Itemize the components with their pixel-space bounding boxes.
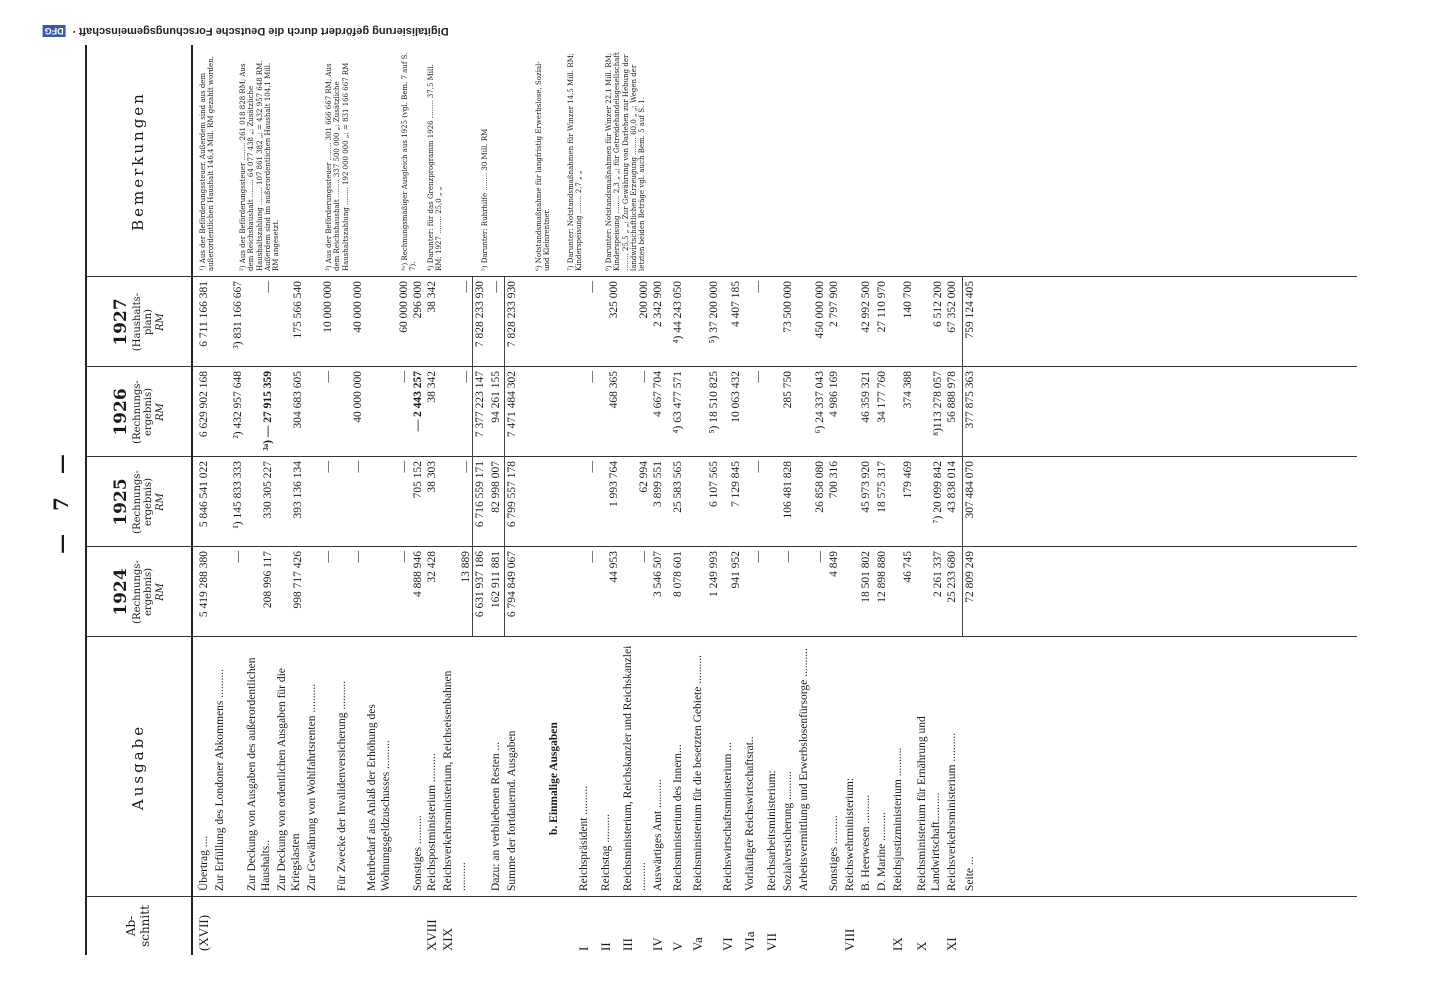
value-cell: 38 303 bbox=[426, 461, 438, 493]
value-cell: 140 700 bbox=[902, 281, 914, 319]
value-cell: 27 110 970 bbox=[876, 281, 888, 333]
row-label: Reichsministerium für Ernährung und Landwirtschaft.......... bbox=[916, 716, 942, 891]
value-cell: 6 711 166 381 bbox=[198, 281, 210, 347]
value-cell: 7 377 223 147 bbox=[474, 371, 486, 438]
value-cell: 82 998 007 bbox=[490, 461, 502, 513]
row-code: XIX bbox=[440, 927, 455, 951]
row-label: Arbeitsvermittlung und Erwerbslosenfürsorge .......... bbox=[798, 648, 810, 891]
row-label: Zur Deckung von ordentlichen Ausgaben für die Kriegslasten bbox=[276, 668, 302, 891]
value-cell: 705 152 bbox=[412, 461, 424, 499]
value-cell: 60 000 000 bbox=[398, 281, 410, 333]
row-label: Reichsministerium, Reichskanzler und Reichskanzlei .......... bbox=[622, 645, 648, 891]
value-cell: — bbox=[586, 281, 598, 293]
value-cell: 43 838 014 bbox=[946, 461, 958, 513]
column-divider bbox=[87, 546, 1357, 547]
value-cell: 450 000 000 bbox=[814, 281, 826, 339]
value-cell: 7 471 484 302 bbox=[506, 371, 518, 438]
value-cell: 374 388 bbox=[902, 371, 914, 409]
value-cell: 7 828 233 930 bbox=[474, 281, 486, 348]
value-cell: 393 136 134 bbox=[292, 461, 304, 519]
value-cell: ⁶) 24 337 043 bbox=[814, 371, 826, 434]
value-cell: ⁴) 44 243 050 bbox=[672, 281, 684, 344]
value-cell: — bbox=[586, 371, 598, 383]
watermark-text: Digitalisierung gefördert durch die Deutsche Forschungsgemeinschaft bbox=[78, 25, 449, 37]
row-label: Reichsjustizministerium .......... bbox=[892, 747, 904, 891]
value-cell: 10 063 432 bbox=[730, 371, 742, 423]
column-divider bbox=[87, 896, 1357, 897]
row-code: VIa bbox=[742, 931, 757, 951]
row-label: Reichspostministerium .......... bbox=[426, 753, 438, 891]
header-unit: RM bbox=[154, 313, 166, 331]
value-cell: 46 745 bbox=[902, 551, 914, 583]
digitization-watermark: Digitalisierung gefördert durch die Deutsche Forschungsgemeinschaft · DFG bbox=[45, 25, 449, 37]
row-label: Für Zwecke der Invalidenversicherung .......... bbox=[336, 680, 348, 891]
header-year-1925 bbox=[87, 457, 191, 547]
value-cell: — bbox=[460, 461, 472, 473]
value-cell: 6 794 849 067 bbox=[506, 551, 518, 618]
row-code: I bbox=[576, 946, 591, 951]
value-cell: — bbox=[752, 281, 764, 293]
value-cell: 6 107 565 bbox=[708, 461, 720, 507]
value-cell: — bbox=[262, 281, 274, 293]
header-year-1926 bbox=[87, 367, 191, 457]
value-cell: 45 973 920 bbox=[860, 461, 872, 513]
value-cell: 2 261 337 bbox=[932, 551, 944, 597]
row-code: VIII bbox=[842, 928, 857, 951]
row-label: Reichswehrministerium: bbox=[844, 777, 856, 891]
value-cell: 25 583 565 bbox=[672, 461, 684, 513]
row-code: II bbox=[598, 942, 613, 951]
value-cell: 1 249 993 bbox=[708, 551, 720, 597]
value-cell: 941 952 bbox=[730, 551, 742, 589]
row-label: Zur Erfüllung des Londoner Abkommens .......... bbox=[214, 669, 226, 891]
column-divider bbox=[87, 636, 1357, 637]
header-label-text: Ausgabe bbox=[129, 723, 148, 811]
value-cell: 162 911 881 bbox=[490, 551, 502, 609]
row-label: Seite ... bbox=[964, 856, 976, 891]
value-cell: 42 992 500 bbox=[860, 281, 872, 333]
value-cell: ³) 831 166 667 bbox=[232, 281, 244, 349]
header-code-text: Ab- schnitt bbox=[124, 905, 152, 947]
header-sub: (Haushalts- plan) bbox=[131, 292, 155, 352]
row-label: Reichsarbeitsministerium: bbox=[766, 770, 778, 891]
header-sub: (Rechnungs- ergebnis) bbox=[131, 470, 155, 534]
row-label: Vorläufiger Reichswirtschaftsrat.. bbox=[744, 736, 756, 891]
value-cell: — bbox=[322, 371, 334, 383]
value-cell: 307 484 070 bbox=[964, 461, 976, 519]
value-cell: 4 888 946 bbox=[412, 551, 424, 597]
remark-note: ⁷) Darunter: Notstandsmaßnahmen für Winzer 14,5 Mill. RM; Kinderspeisung ........ 2,7 „ „ bbox=[567, 52, 584, 271]
row-label: Übertrag .... bbox=[198, 835, 210, 891]
remark-note: ⁴) Darunter: für das Grenzprogramm 1926 ........ 37,5 Mill. RM; 1927 ........ 25,0 „ „ bbox=[427, 64, 444, 271]
row-code: (XVII) bbox=[196, 914, 211, 951]
remark-note: ⁸) Darunter: Notstandsmaßnahmen für Winzer 22,1 Mill. RM; Kinderspeisung ........ 2,3 „ „; für Getreidehandelsgesellschaft ........ 25,5 „ „; Zur Gewährung von Darlehen zur Hebung der landwirtschaftlichen Erzeugung ........ 60,0 „ „; Wegen der letzten beiden Beträge vgl. auch Bem. 5 auf S. 1. bbox=[605, 52, 647, 271]
value-cell: — bbox=[752, 551, 764, 563]
value-cell: 330 305 227 bbox=[262, 461, 274, 519]
value-cell: 208 996 117 bbox=[262, 551, 274, 609]
row-label: Sozialversicherung .......... bbox=[782, 771, 794, 891]
row-label: Sonstiges .......... bbox=[412, 815, 424, 891]
value-cell: 6 629 902 168 bbox=[198, 371, 210, 438]
value-cell: 2 797 900 bbox=[828, 281, 840, 327]
value-cell: 25 233 680 bbox=[946, 551, 958, 603]
value-cell: 4 849 bbox=[828, 551, 840, 577]
value-cell: ⁴) 63 477 571 bbox=[672, 371, 684, 434]
row-label: Reichspräsident .......... bbox=[578, 785, 590, 891]
row-code: V bbox=[670, 941, 685, 951]
value-cell: 4 407 185 bbox=[730, 281, 742, 327]
value-cell: 18 501 802 bbox=[860, 551, 872, 603]
value-cell: 200 000 bbox=[638, 281, 650, 319]
value-cell: 296 000 bbox=[412, 281, 424, 319]
value-cell: 377 875 363 bbox=[964, 371, 976, 429]
remark-note: ⁵) Darunter: Ruhrhilfe ........ 30 Mill. RM bbox=[481, 128, 489, 271]
value-cell: — bbox=[352, 551, 364, 563]
value-cell: 5 419 288 380 bbox=[198, 551, 210, 618]
header-year-1924 bbox=[87, 547, 191, 637]
row-code: Va bbox=[690, 937, 705, 951]
value-cell: 285 750 bbox=[782, 371, 794, 409]
value-cell: 72 809 249 bbox=[964, 551, 976, 603]
header-sub: (Rechnungs- ergebnis) bbox=[131, 380, 155, 444]
value-cell: 32 428 bbox=[426, 551, 438, 583]
row-code: VII bbox=[764, 932, 779, 951]
value-cell: ⁸)113 278 057 bbox=[932, 371, 944, 436]
value-cell: ³ᵃ) — 27 915 359 bbox=[262, 371, 274, 451]
row-label: B. Heerwesen .......... bbox=[860, 794, 872, 891]
row-label: Reichstag .......... bbox=[600, 814, 612, 891]
value-cell: — bbox=[782, 551, 794, 563]
value-cell: 26 858 080 bbox=[814, 461, 826, 513]
value-cell: — 2 443 257 bbox=[412, 371, 424, 432]
value-cell: 67 352 000 bbox=[946, 281, 958, 333]
row-label: Sonstiges .......... bbox=[828, 815, 840, 891]
row-label: Auswärtiges Amt .......... bbox=[652, 779, 664, 891]
header-unit: RM bbox=[154, 583, 166, 601]
remark-note: ²) Aus der Beförderungssteuer ........ 261 018 828 RM; Aus dem Reichshaushalt ........ 64 077 438 „; Zusätzliche Haushaltszahlung ........ 107 861 382 „; = 432 957 648 RM. Außerdem sind im außerordentlichen Haushalt 104,1 Mill. RM angesetzt. bbox=[239, 60, 281, 271]
row-code: III bbox=[620, 938, 635, 951]
value-cell: ¹) 145 833 333 bbox=[232, 461, 244, 529]
header-year-1927 bbox=[87, 277, 191, 367]
value-cell: 62 994 bbox=[638, 461, 650, 493]
value-cell: 6 631 937 186 bbox=[474, 551, 486, 618]
value-cell: — bbox=[322, 551, 334, 563]
value-cell: — bbox=[752, 371, 764, 383]
value-cell: 4 986 169 bbox=[828, 371, 840, 417]
header-remarks bbox=[87, 45, 191, 277]
value-cell: — bbox=[398, 461, 410, 473]
value-cell: — bbox=[752, 461, 764, 473]
page-number: — 7 — bbox=[49, 446, 73, 554]
header-unit: RM bbox=[154, 403, 166, 421]
row-label: Mehrbedarf aus Anlaß der Erhöhung des Wohnungsgeldzuschusses .......... bbox=[366, 704, 392, 891]
header-year: 1927 bbox=[110, 298, 131, 346]
value-cell: 175 566 540 bbox=[292, 281, 304, 339]
value-cell: 7 129 845 bbox=[730, 461, 742, 507]
value-cell: 13 889 bbox=[460, 551, 472, 583]
value-cell: 700 316 bbox=[828, 461, 840, 499]
value-cell: — bbox=[638, 551, 650, 563]
header-remarks-text: Bemerkungen bbox=[129, 91, 148, 231]
value-cell: 2 342 900 bbox=[652, 281, 664, 327]
header-rule bbox=[191, 45, 193, 955]
row-code: VI bbox=[720, 937, 735, 951]
header-sub: (Rechnungs- ergebnis) bbox=[131, 560, 155, 624]
row-code: IV bbox=[650, 937, 665, 951]
value-cell: 3 546 507 bbox=[652, 551, 664, 597]
value-cell: 3 899 551 bbox=[652, 461, 664, 507]
row-code: IX bbox=[890, 937, 905, 951]
row-label: Reichsverkehrsministerium, Reichseisenbahnen .......... bbox=[442, 670, 468, 891]
column-divider bbox=[87, 456, 1357, 457]
value-cell: 4 667 704 bbox=[652, 371, 664, 417]
row-label: Reichsverkehrsministerium .......... bbox=[946, 732, 958, 891]
value-cell: — bbox=[322, 461, 334, 473]
value-cell: 38 342 bbox=[426, 371, 438, 403]
value-cell: 179 469 bbox=[902, 461, 914, 499]
value-cell: — bbox=[814, 551, 826, 563]
row-code: XI bbox=[944, 937, 959, 951]
value-cell: 73 500 000 bbox=[782, 281, 794, 333]
remark-note: ¹) Aus der Beförderungssteuer. Außerdem sind aus dem außerordentlichen Haushalt 146,4 Mill. RM gezahlt worden. bbox=[199, 56, 216, 271]
value-cell: 56 888 978 bbox=[946, 371, 958, 423]
value-cell: 94 261 155 bbox=[490, 371, 502, 423]
value-cell: 6 716 559 171 bbox=[474, 461, 486, 528]
section-heading: b. Einmalige Ausgaben bbox=[548, 722, 560, 835]
dfg-logo: DFG bbox=[45, 26, 64, 36]
row-label: Zur Deckung von Ausgaben des außerordentlichen Haushalts.. bbox=[246, 657, 272, 891]
value-cell: 468 365 bbox=[608, 371, 620, 409]
remark-note: ³ᵃ) Rechnungsmäßiger Ausgleich aus 1925 (vgl. Bem. 7 auf S. 7). bbox=[401, 52, 418, 271]
header-year: 1924 bbox=[110, 568, 131, 616]
value-cell: 46 359 321 bbox=[860, 371, 872, 423]
value-cell: 106 481 828 bbox=[782, 461, 794, 519]
row-label: D. Marine .......... bbox=[876, 812, 888, 891]
value-cell: 5 846 541 022 bbox=[198, 461, 210, 528]
value-cell: 6 799 557 178 bbox=[506, 461, 518, 528]
document-page bbox=[35, 25, 1375, 975]
column-divider bbox=[87, 366, 1357, 367]
value-cell: — bbox=[398, 371, 410, 383]
value-cell: — bbox=[460, 281, 472, 293]
row-label: Reichswirtschaftsministerium ... bbox=[722, 742, 734, 891]
value-cell: 10 000 000 bbox=[322, 281, 334, 333]
column-divider bbox=[87, 276, 1357, 277]
value-cell: 6 512 200 bbox=[932, 281, 944, 327]
row-label: Zur Gewährung von Wohlfahrtsrenten .......... bbox=[306, 683, 318, 891]
value-cell: — bbox=[398, 551, 410, 563]
header-year: 1926 bbox=[110, 388, 131, 436]
value-cell: 40 000 000 bbox=[352, 371, 364, 423]
row-code: X bbox=[914, 941, 929, 951]
value-cell: ⁵) 37 200 000 bbox=[708, 281, 720, 344]
row-label bbox=[473, 641, 489, 891]
remark-note: ⁶) Notstandsmaßnahme für langfristig Erwerbslose, Sozial- und Kleinrentner. bbox=[535, 61, 552, 271]
value-cell: ⁵) 18 510 825 bbox=[708, 371, 720, 434]
header-unit: RM bbox=[154, 493, 166, 511]
budget-table bbox=[85, 45, 1357, 955]
header-year: 1925 bbox=[110, 478, 131, 526]
value-cell: — bbox=[352, 461, 364, 473]
value-cell: 998 717 426 bbox=[292, 551, 304, 609]
row-label: Summe der fortdauernd. Ausgaben bbox=[506, 730, 518, 891]
value-cell: — bbox=[232, 551, 244, 563]
value-cell: 8 078 601 bbox=[672, 551, 684, 597]
value-cell: 12 898 880 bbox=[876, 551, 888, 603]
value-cell: — bbox=[490, 281, 502, 293]
remark-note: ³) Aus der Beförderungssteuer ........ 301 666 667 RM; Aus dem Reichshaushalt ........ 337 500 000 „; Zusätzliche Haushaltszahlung ........ 192 000 000 „; = 831 166 667 RM bbox=[325, 62, 350, 271]
value-cell: 304 683 605 bbox=[292, 371, 304, 429]
value-cell: — bbox=[586, 461, 598, 473]
value-cell: 1 993 764 bbox=[608, 461, 620, 507]
header-code bbox=[87, 897, 191, 955]
value-cell: 325 000 bbox=[608, 281, 620, 319]
row-label: Reichsministerium für die besetzten Gebiete .......... bbox=[692, 654, 704, 891]
row-code: XVIII bbox=[424, 919, 439, 951]
value-cell: 7 828 233 930 bbox=[506, 281, 518, 348]
value-cell: — bbox=[586, 551, 598, 563]
value-cell: 18 575 317 bbox=[876, 461, 888, 513]
value-cell: 759 124 405 bbox=[964, 281, 976, 339]
value-cell: ⁷) 20 099 842 bbox=[932, 461, 944, 524]
value-cell: 38 342 bbox=[426, 281, 438, 313]
row-label: Dazu: an verbliebenen Resten ... bbox=[490, 741, 502, 891]
value-cell: — bbox=[638, 371, 650, 383]
value-cell: 34 177 760 bbox=[876, 371, 888, 423]
row-label: Reichsministerium des Innern... bbox=[672, 744, 684, 891]
value-cell: — bbox=[460, 371, 472, 383]
value-cell: ²) 432 957 648 bbox=[232, 371, 244, 439]
value-cell: 44 953 bbox=[608, 551, 620, 583]
value-cell: 40 000 000 bbox=[352, 281, 364, 333]
header-label bbox=[87, 637, 191, 897]
